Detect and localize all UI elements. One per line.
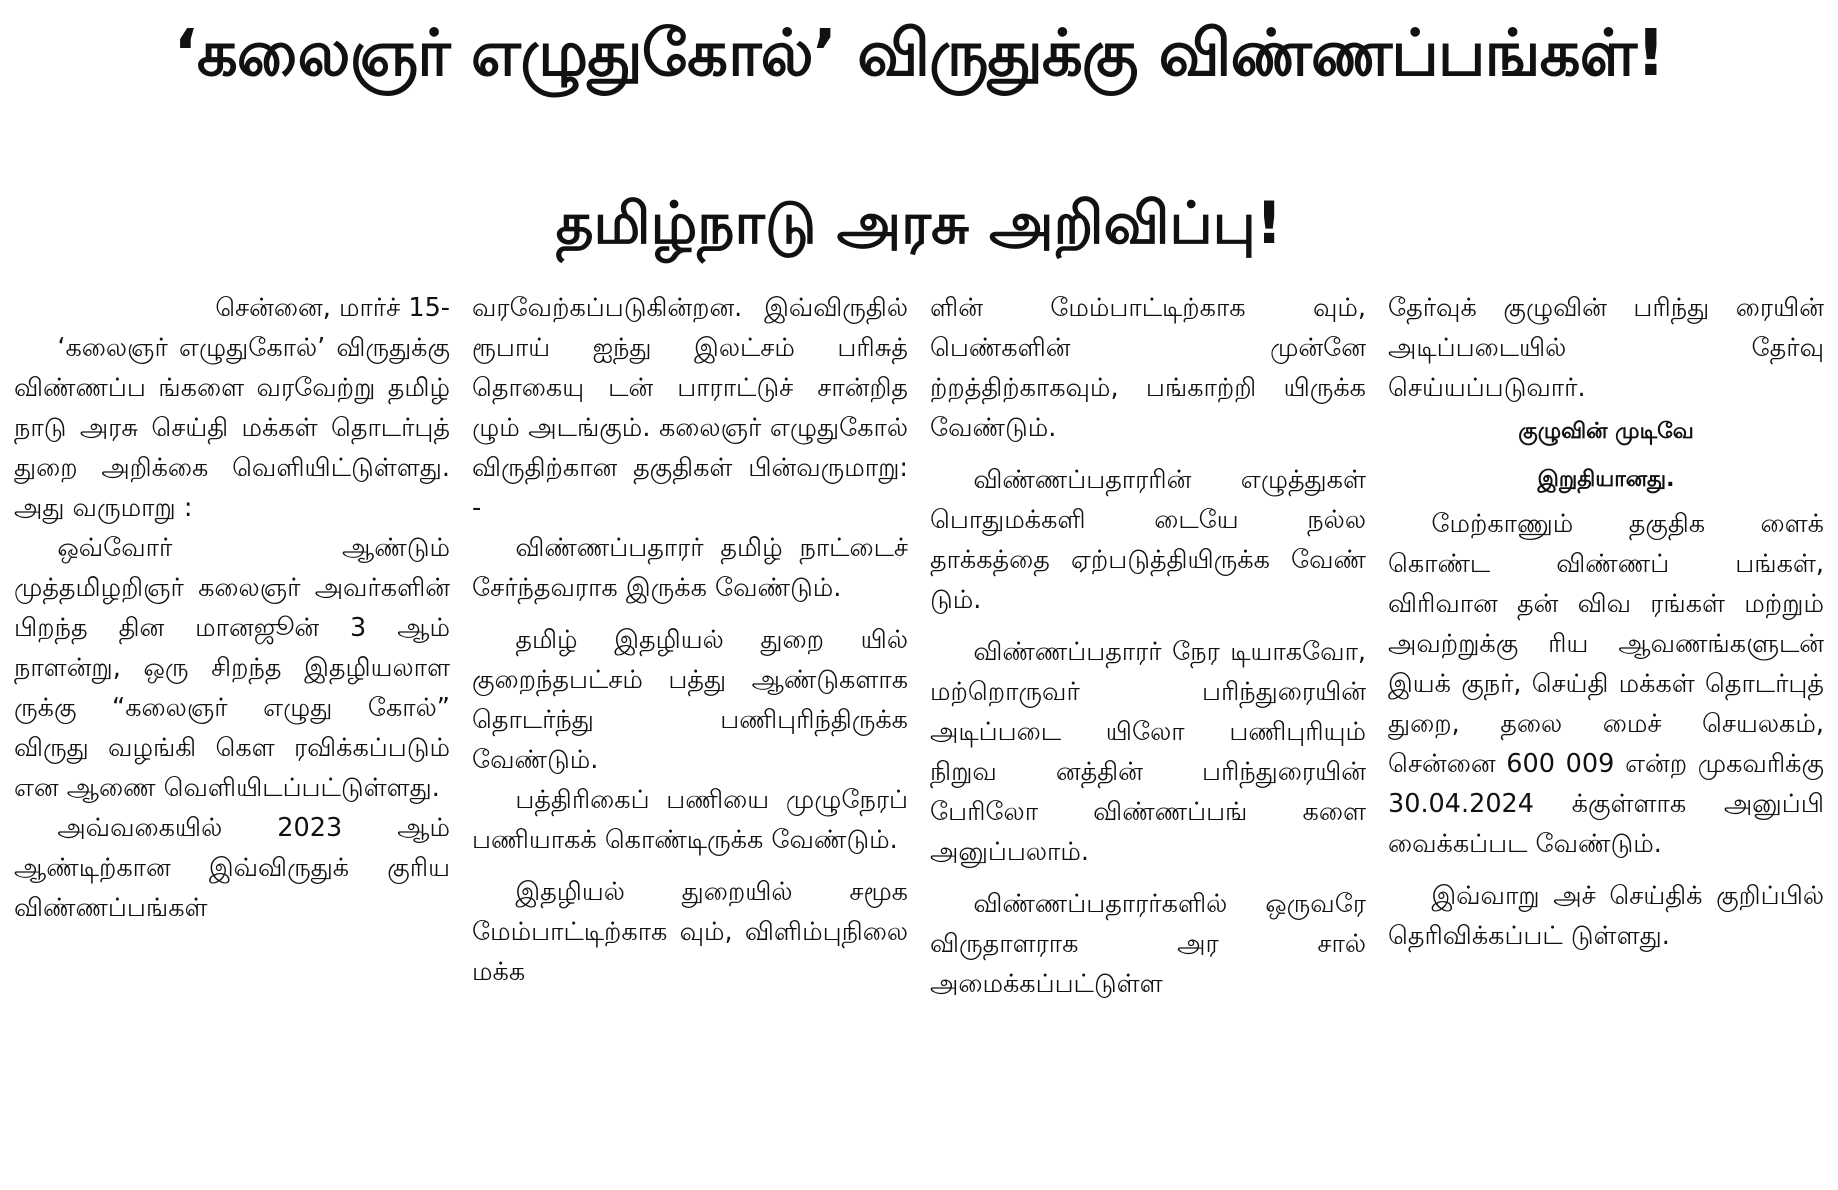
article-paragraph: ஒவ்வோர் ஆண்டும் முத்தமிழறிஞர் கலைஞர் அவர்களின் பிறந்த தின மானஜூன் 3 ஆம் நாளன்று, ஒரு சிறந்த இதழியலாள ருக்கு “கலைஞர் எழுது கோல்” விருது வழங்கி கெள ரவிக்கப்படும் என ஆணை வெளியிடப்பட்டுள்ளது. bbox=[14, 533, 450, 803]
article-paragraph: விண்ணப்பதாரரின் எழுத்துகள் பொதுமக்களி டையே நல்ல தாக்கத்தை ஏற்படுத்தியிருக்க வேண் டும். bbox=[930, 465, 1366, 615]
article-column-4 bbox=[1388, 288, 1824, 1184]
subheading-line-2: இறுதியானது. bbox=[1537, 467, 1675, 492]
article-paragraph: தேர்வுக் குழுவின் பரிந்து ரையின் அடிப்படையில் தேர்வு செய்யப்படுவார். bbox=[1388, 293, 1824, 403]
article-paragraph: மேற்காணும் தகுதிக ளைக் கொண்ட விண்ணப் பங்கள், விரிவான தன் விவ ரங்கள் மற்றும் அவற்றுக்கு ரிய ஆவணங்களுடன் இயக் குநர், செய்தி மக்கள் தொடர்புத் துறை, தலை மைச் செயலகம், சென்னை 600 009 என்ற முகவரிக்கு 30.04.2024 க்குள்ளாக அனுப்பி வைக்கப்பட வேண்டும். bbox=[1388, 509, 1824, 859]
article-paragraph: விண்ணப்பதாரர் தமிழ் நாட்டைச் சேர்ந்தவராக இருக்க வேண்டும். bbox=[472, 533, 908, 603]
article-column-3 bbox=[930, 288, 1366, 1184]
article-paragraph: இதழியல் துறையில் சமூக மேம்பாட்டிற்காக வும், விளிம்புநிலை மக்க bbox=[472, 877, 908, 987]
article-paragraph: பத்திரிகைப் பணியை முழுநேரப் பணியாகக் கொண்டிருக்க வேண்டும். bbox=[472, 785, 908, 855]
article-body bbox=[14, 288, 1824, 1184]
article-paragraph: விண்ணப்பதாரர்களில் ஒருவரே விருதாளராக அர சால் அமைக்கப்பட்டுள்ள bbox=[930, 889, 1366, 999]
article-paragraph: ‘கலைஞர் எழுதுகோல்’ விருதுக்கு விண்ணப்ப ங்களை வரவேற்று தமிழ் நாடு அரசு செய்தி மக்கள் தொடர்புத் துறை அறிக்கை வெளியிட்டுள்ளது. அது வருமாறு : bbox=[14, 333, 450, 523]
article-paragraph: ளின் மேம்பாட்டிற்காக வும், பெண்களின் முன்னே ற்றத்திற்காகவும், பங்காற்றி யிருக்க வேண்டும். bbox=[930, 293, 1366, 443]
subheadline: தமிழ்நாடு அரசு அறிவிப்பு! bbox=[555, 189, 1283, 257]
article-paragraph: இவ்வாறு அச் செய்திக் குறிப்பில் தெரிவிக்கப்பட் டுள்ளது. bbox=[1388, 881, 1824, 951]
article-paragraph: தமிழ் இதழியல் துறை யில் குறைந்தபட்சம் பத்து ஆண்டுகளாக தொடர்ந்து பணிபுரிந்திருக்க வேண்டும். bbox=[472, 625, 908, 775]
article-paragraph: வரவேற்கப்படுகின்றன. இவ்விருதில் ரூபாய் ஐந்து இலட்சம் பரிசுத் தொகையு டன் பாராட்டுச் சான்றித ழும் அடங்கும். கலைஞர் எழுதுகோல் விருதிற்கான தகுதிகள் பின்வருமாறு: - bbox=[472, 293, 908, 523]
article-paragraph: விண்ணப்பதாரர் நேர டியாகவோ, மற்றொருவர் பரிந்துரையின் அடிப்படை யிலோ பணிபுரியும் நிறுவ னத்தின் பரிந்துரையின் பேரிலோ விண்ணப்பங் களை அனுப்பலாம். bbox=[930, 637, 1366, 867]
subheading-line-1: குழுவின் முடிவே bbox=[1518, 419, 1694, 444]
dateline: சென்னை, மார்ச் 15- bbox=[215, 293, 450, 323]
article-column-1 bbox=[14, 288, 450, 1184]
article-column-2 bbox=[472, 288, 908, 1184]
headline: ‘கலைஞர் எழுதுகோல்’ விருதுக்கு விண்ணப்பங்கள்! bbox=[173, 17, 1665, 91]
article-paragraph: அவ்வகையில் 2023 ஆம் ஆண்டிற்கான இவ்விருதுக் குரிய விண்ணப்பங்கள் bbox=[14, 813, 450, 923]
